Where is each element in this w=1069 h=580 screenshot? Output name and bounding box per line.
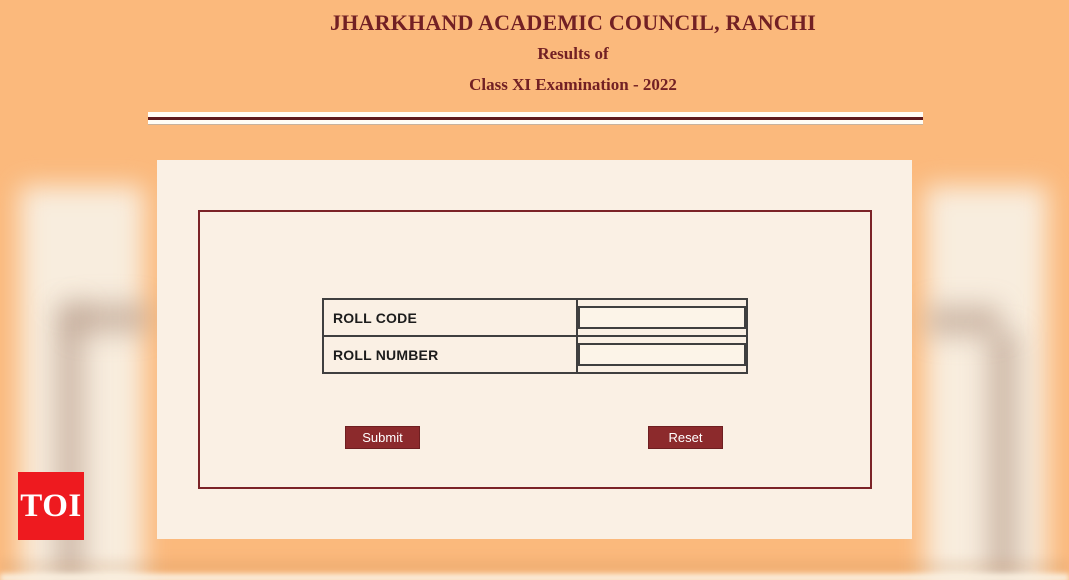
blurred-right-shadow: [988, 332, 1018, 580]
table-row-roll-code: [324, 300, 746, 335]
page-title: JHARKHAND ACADEMIC COUNCIL, RANCHI: [330, 10, 816, 35]
blurred-right-shadow: [928, 306, 1000, 336]
submit-button[interactable]: Submit: [345, 426, 420, 449]
roll-code-input[interactable]: [578, 306, 746, 329]
blurred-bottom-shade: [0, 560, 1069, 572]
page-header: [0, 0, 1069, 94]
result-form-table: [322, 298, 748, 374]
reset-button[interactable]: Reset: [648, 426, 723, 449]
roll-number-input[interactable]: [578, 343, 746, 366]
toi-logo: TOI: [18, 472, 84, 540]
header-divider: [148, 112, 923, 125]
table-row-roll-number: [324, 335, 746, 372]
roll-code-label: ROLL CODE: [324, 300, 578, 335]
header-divider-rule: [148, 117, 923, 120]
blurred-right-edge: [925, 186, 1047, 580]
roll-code-cell: [578, 300, 746, 335]
roll-number-label: ROLL NUMBER: [324, 337, 578, 372]
blurred-bottom-edge: [0, 574, 1069, 580]
roll-number-cell: [578, 337, 746, 372]
header-subtitle-exam: Class XI Examination - 2022: [469, 75, 677, 94]
header-subtitle-results: Results of: [537, 44, 609, 63]
blurred-left-shadow: [72, 303, 148, 333]
